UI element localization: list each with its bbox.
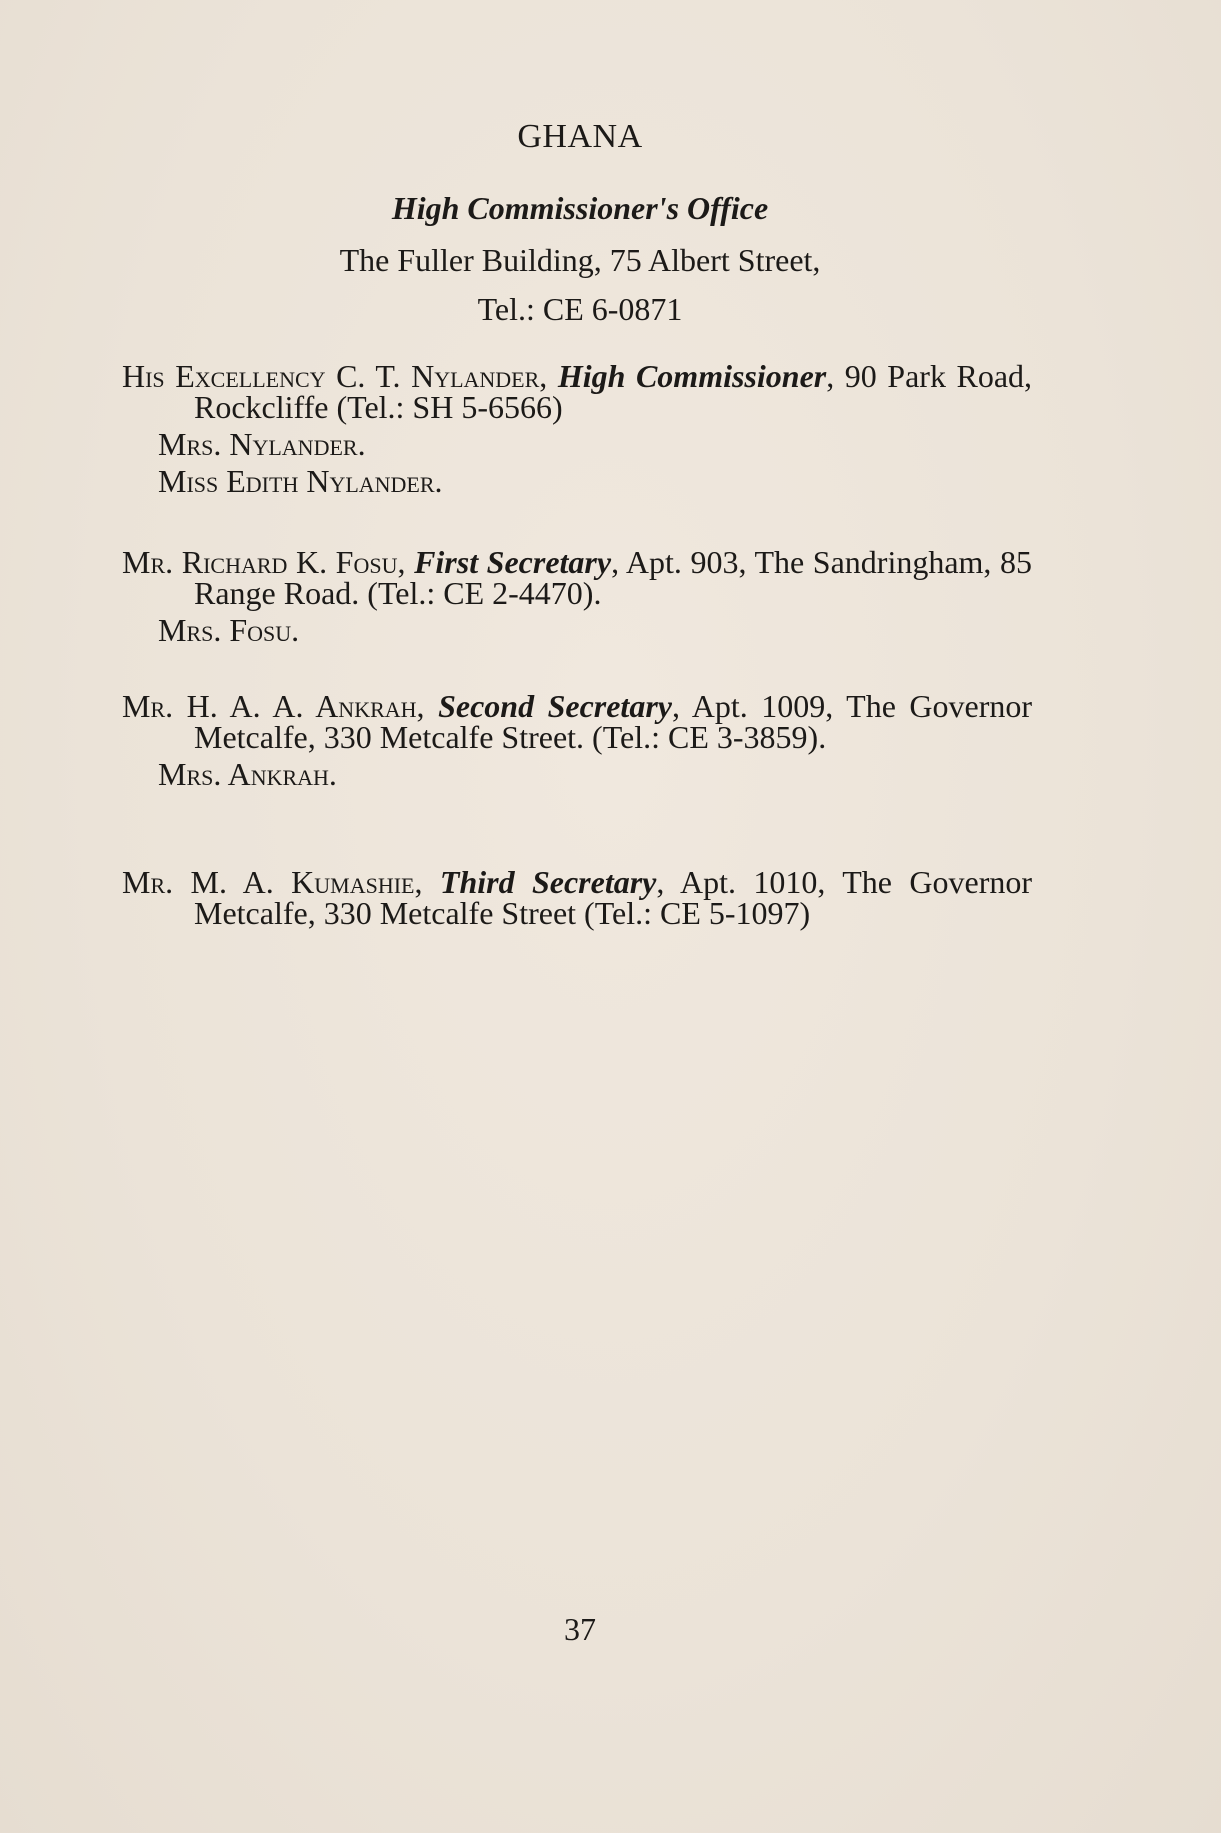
staff-entry-third-secretary: [122, 864, 1033, 931]
entry-role: First Secretary: [414, 544, 612, 580]
entry-main-line: [122, 544, 1033, 611]
staff-entry-first-secretary: [122, 544, 1033, 648]
entry-separator: ,: [416, 688, 425, 724]
entry-main-line: [122, 688, 1033, 755]
entry-main-line: [122, 864, 1033, 931]
office-title: High Commissioner's Office: [391, 190, 769, 226]
staff-entry-second-secretary: [122, 688, 1033, 792]
entry-role: Second Secretary: [438, 688, 672, 724]
staff-entry-high-commissioner: [122, 358, 1033, 499]
family-member: Mrs. Fosu.: [158, 612, 300, 648]
entry-separator: ,: [397, 544, 406, 580]
family-member: Miss Edith Nylander.: [158, 463, 443, 499]
family-member: Mrs. Nylander.: [158, 426, 366, 462]
entry-role: Third Secretary: [439, 864, 657, 900]
entry-prefix: Mr.: [122, 864, 174, 900]
entry-separator: ,: [414, 864, 423, 900]
entry-name: H. A. A. Ankrah: [186, 688, 417, 724]
entry-details: , Apt. 1009, The Governor Metcalfe, 330 Metcalfe Street. (Tel.: CE 3-3859).: [194, 688, 1033, 755]
page-number: 37: [564, 1611, 596, 1647]
entry-details: , Apt. 903, The Sandringham, 85 Range Road. (Tel.: CE 2-4470).: [194, 544, 1033, 611]
family-member: Mrs. Ankrah.: [158, 756, 337, 792]
entry-name: Richard K. Fosu: [181, 544, 398, 580]
office-address: The Fuller Building, 75 Albert Street,: [339, 242, 821, 278]
entry-main-line: [122, 358, 1033, 425]
entry-name: C. T. Nylander: [336, 358, 540, 394]
entry-details: , Apt. 1010, The Governor Metcalfe, 330 Metcalfe Street (Tel.: CE 5-1097): [194, 864, 1033, 931]
office-telephone: Tel.: CE 6-0871: [477, 291, 683, 327]
entry-prefix: Mr.: [122, 544, 174, 580]
entry-name: M. A. Kumashie: [190, 864, 415, 900]
entry-prefix: His Excellency: [122, 358, 326, 394]
entry-prefix: Mr.: [122, 688, 174, 724]
entry-separator: ,: [539, 358, 548, 394]
country-heading: GHANA: [517, 118, 643, 155]
entry-role: High Commissioner: [557, 358, 827, 394]
entry-details: , 90 Park Road, Rockcliffe (Tel.: SH 5-6566): [194, 358, 1033, 425]
